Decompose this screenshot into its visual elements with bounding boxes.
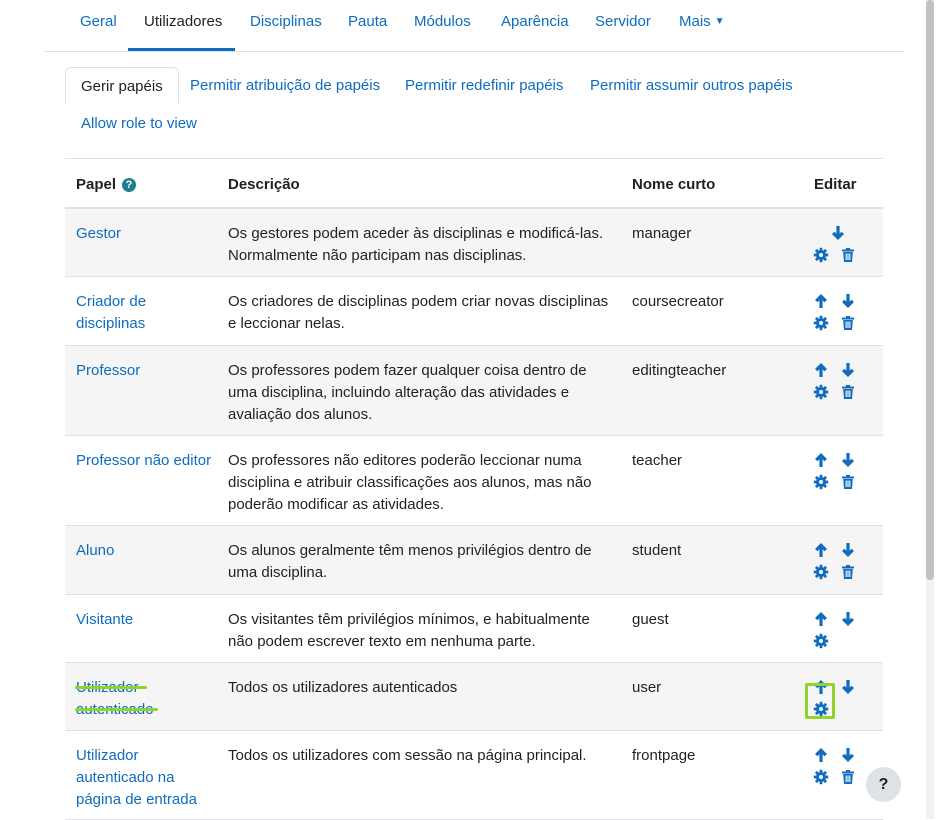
role-link[interactable]: Gestor [76, 225, 122, 242]
table-row [65, 663, 883, 731]
settings-icon[interactable] [813, 247, 829, 263]
move-down-icon[interactable] [840, 542, 856, 558]
tab-gerir-papeis[interactable]: Gerir papéis [65, 67, 179, 105]
scrollbar-thumb[interactable] [926, 0, 934, 580]
settings-icon[interactable] [813, 769, 829, 785]
table-body [65, 209, 883, 820]
tab-permitir-atribuicao[interactable]: Permitir atribuição de papéis [190, 77, 381, 94]
header-role [76, 176, 136, 193]
move-up-icon[interactable] [813, 362, 829, 378]
scrollbar[interactable] [926, 0, 934, 819]
tab-permitir-assumir[interactable]: Permitir assumir outros papéis [590, 77, 793, 94]
header-edit: Editar [814, 176, 857, 193]
nav-aparencia[interactable]: Aparência [501, 13, 569, 30]
role-link[interactable]: Utilizador autenticado na página de entrada [76, 747, 197, 808]
table-row [65, 436, 883, 526]
tab-allow-role-to-view[interactable]: Allow role to view [81, 115, 197, 132]
delete-icon[interactable] [840, 474, 856, 490]
table-row [65, 731, 883, 820]
highlight-underline [75, 686, 147, 689]
role-link[interactable]: Professor [76, 362, 141, 379]
settings-icon[interactable] [813, 384, 829, 400]
header-description: Descrição [228, 176, 300, 193]
move-down-icon[interactable] [840, 611, 856, 627]
role-description: Todos os utilizadores com sessão na página principal. [228, 747, 587, 764]
header-shortname: Nome curto [632, 176, 716, 193]
move-up-icon[interactable] [813, 293, 829, 309]
nav-mais[interactable] [679, 13, 725, 30]
move-down-icon[interactable] [840, 293, 856, 309]
table-row [65, 209, 883, 277]
role-tabs [65, 67, 883, 147]
move-up-icon[interactable] [813, 611, 829, 627]
highlight-underline [75, 708, 158, 711]
delete-icon[interactable] [840, 315, 856, 331]
role-shortname: user [632, 679, 662, 696]
role-shortname: frontpage [632, 747, 696, 764]
delete-icon[interactable] [840, 384, 856, 400]
role-shortname: manager [632, 225, 692, 242]
nav-geral[interactable]: Geral [80, 13, 117, 30]
role-description: Os visitantes têm privilégios mínimos, e habitualmente não podem escrever texto em nenhuma parte. [228, 611, 590, 650]
move-down-icon[interactable] [840, 362, 856, 378]
role-description: Todos os utilizadores autenticados [228, 679, 458, 696]
header-role-label: Papel [76, 176, 117, 193]
primary-navigation [44, 0, 904, 52]
role-link[interactable]: Aluno [76, 542, 115, 559]
role-shortname: teacher [632, 452, 683, 469]
move-down-icon[interactable] [840, 679, 856, 695]
table-row [65, 277, 883, 346]
roles-table [65, 158, 883, 820]
role-description: Os alunos geralmente têm menos privilégios dentro de uma disciplina. [228, 542, 592, 581]
settings-icon[interactable] [813, 315, 829, 331]
move-down-icon[interactable] [830, 225, 846, 241]
settings-icon[interactable] [813, 564, 829, 580]
nav-servidor[interactable]: Servidor [595, 13, 651, 30]
nav-pauta[interactable]: Pauta [348, 13, 388, 30]
role-description: Os professores não editores poderão leccionar numa disciplina e atribuir classificações aos alunos, mas não poderão modificar as atividades. [228, 452, 592, 513]
highlight-box [805, 683, 835, 719]
help-icon[interactable]: ? [122, 178, 136, 192]
help-button[interactable]: ? [866, 767, 901, 802]
role-shortname: guest [632, 611, 669, 628]
table-row [65, 526, 883, 595]
tab-permitir-redefinir[interactable]: Permitir redefinir papéis [405, 77, 564, 94]
settings-icon[interactable] [813, 474, 829, 490]
role-link[interactable]: Visitante [76, 611, 134, 628]
table-header [65, 158, 883, 209]
nav-utilizadores[interactable]: Utilizadores [144, 13, 223, 30]
table-row [65, 346, 883, 436]
delete-icon[interactable] [840, 769, 856, 785]
role-description: Os professores podem fazer qualquer coisa dentro de uma disciplina, incluindo alteração das atividades e avaliação dos alunos. [228, 362, 587, 423]
active-tab-indicator [128, 48, 235, 51]
table-row [65, 595, 883, 663]
move-down-icon[interactable] [840, 452, 856, 468]
move-up-icon[interactable] [813, 452, 829, 468]
role-link[interactable] [76, 677, 216, 721]
role-shortname: editingteacher [632, 362, 727, 379]
nav-mais-label: Mais [679, 13, 711, 30]
move-down-icon[interactable] [840, 747, 856, 763]
role-link[interactable]: Criador de disciplinas [76, 293, 147, 332]
role-shortname: student [632, 542, 682, 559]
role-description: Os criadores de disciplinas podem criar novas disciplinas e leccionar nelas. [228, 293, 609, 332]
role-shortname: coursecreator [632, 293, 724, 310]
move-up-icon[interactable] [813, 542, 829, 558]
nav-modulos[interactable]: Módulos [414, 13, 471, 30]
move-up-icon[interactable] [813, 747, 829, 763]
delete-icon[interactable] [840, 564, 856, 580]
role-link[interactable]: Professor não editor [76, 452, 212, 469]
settings-icon[interactable] [813, 633, 829, 649]
chevron-down-icon: ▼ [714, 16, 725, 27]
role-description: Os gestores podem aceder às disciplinas e modificá-las. Normalmente não participam nas disciplinas. [228, 225, 604, 264]
delete-icon[interactable] [840, 247, 856, 263]
nav-disciplinas[interactable]: Disciplinas [250, 13, 322, 30]
